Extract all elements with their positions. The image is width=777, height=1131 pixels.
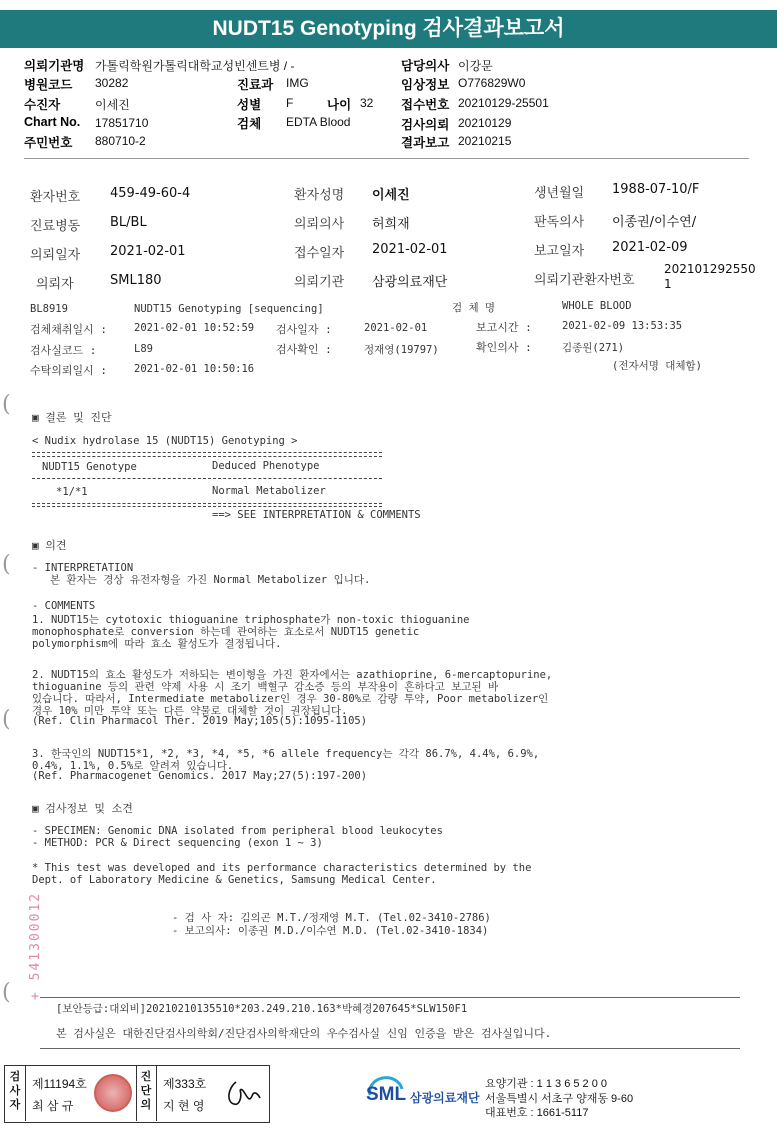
patient-value-cont: 1 [664,277,672,291]
divider [40,1048,740,1049]
header-value: 17851710 [95,116,149,130]
comment-line: polymorphism에 따라 효소 활성도가 결정됩니다. [32,638,282,650]
contact-line: 요양기관 : 1 1 3 6 5 2 0 0 [485,1078,608,1090]
interpretation-text: 본 환자는 경상 유전자형을 가진 Normal Metabolizer 입니다. [50,574,371,586]
info-value: 2021-02-09 13:53:35 [562,320,683,332]
header-label: 진료과 [237,78,274,92]
patient-value: 이종권/이수연/ [612,215,697,230]
signer-line: - 보고의사: 이종권 M.D./이수연 M.D. (Tel.02-3410-1834) [172,925,489,937]
certification-line: 본 검사실은 대한진단검사의학회/진단검사의학재단의 우수검사실 신임 인증을 받은 검사실입니다. [56,1027,552,1040]
header-value: 20210129-25501 [458,96,549,110]
patient-value: 459-49-60-4 [110,186,191,201]
info-value: 2021-02-01 10:52:59 [134,322,255,334]
logo-text: SML [366,1084,407,1105]
info-value: 정재영(19797) [364,344,439,356]
divider [32,503,382,504]
patient-label: 보고일자 [534,244,585,259]
patient-label: 판독의사 [534,215,585,230]
info-value: 2021-02-01 10:50:16 [134,363,255,375]
patient-label: 의뢰자 [36,277,74,292]
header-label: Chart No. [24,115,81,129]
header-value: 20210129 [458,116,512,130]
header-label: 성별 [237,98,262,112]
header-value: IMG [286,76,309,90]
patient-label: 접수일자 [294,246,345,261]
info-value: 2021-02-01 [364,322,428,334]
patient-value: 이세진 [372,188,410,203]
note-line: Dept. of Laboratory Medicine & Genetics, Samsung Medical Center. [32,874,437,886]
see-interpretation-note: ==> SEE INTERPRETATION & COMMENTS [212,509,421,521]
header-value: 이세진 [95,98,130,112]
punch-hole-icon: ( [2,980,11,1005]
box2-name: 지 현 영 [163,1099,205,1113]
comment-line: 3. 한국인의 NUDT15*1, *2, *3, *4, *5, *6 allele frequency는 각각 86.7%, 4.4%, 6.9%, [32,748,540,760]
header-label: 검사의뢰 [401,118,450,132]
patient-label: 진료병동 [30,219,81,234]
divider [24,158,749,159]
official-seal-icon [94,1074,132,1112]
conclusion-subtitle: < Nudix hydrolase 15 (NUDT15) Genotyping > [32,435,298,447]
info-label: 검사실코드 : [30,344,97,357]
phenotype-value: Normal Metabolizer [212,485,326,497]
patient-value: 1988-07-10/F [612,182,700,197]
header-label: 담당의사 [401,59,450,73]
punch-hole-icon: ( [2,707,11,732]
header-value: 30282 [95,76,129,90]
note-line: * This test was developed and its performance characteristics determined by the [32,862,532,874]
patient-value: 2021-02-09 [612,240,688,255]
divider [32,452,382,453]
security-line: [보안등급:대외비]20210210135510*203.249.210.163*박혜경207645*SLW150F1 [56,1003,468,1015]
header-label: 임상정보 [401,78,450,92]
comment-line: 0.4%, 1.1%, 0.5%로 알려져 있습니다. [32,760,234,772]
patient-label: 의뢰기관환자번호 [534,273,635,288]
patient-label: 의뢰기관 [294,275,345,290]
divider [40,997,740,998]
header-value: 20210215 [458,134,512,148]
age-label: 나이 [327,98,352,112]
section-heading: ▣ 의견 [32,539,67,552]
patient-value: 2021-02-01 [110,244,186,259]
age-value: 32 [360,96,374,110]
comment-line: (Ref. Clin Pharmacol Ther. 2019 May;105(5):1095-1105) [32,715,368,727]
report-title: NUDT15 Genotyping 검사결과보고서 [0,10,777,48]
divider [156,1065,157,1121]
test-code: BL8919 [30,303,68,315]
comment-line: 2. NUDT15의 효소 활성도가 저하되는 변이형을 가진 환자에서는 azathioprine, 6-mercaptopurine, [32,669,553,681]
header-label: 결과보고 [401,136,450,150]
divider [32,456,382,457]
patient-label: 의뢰일자 [30,248,81,263]
patient-label: 환자번호 [30,190,81,205]
info-value: L89 [134,343,153,355]
genotype-value: *1/*1 [56,486,88,498]
patient-label: 의뢰의사 [294,217,345,232]
genotype-column-header: NUDT15 Genotype [42,461,137,473]
info-value: 김종원(271) [562,342,625,354]
specimen-value: WHOLE BLOOD [562,300,632,312]
info-label: 검사일자 : [276,323,332,336]
box2-license: 제333호 [163,1077,207,1091]
section-heading: ▣ 검사정보 및 소견 [32,802,133,815]
patient-label: 환자성명 [294,188,345,203]
phenotype-column-header: Deduced Phenotype [212,460,320,472]
test-name: NUDT15 Genotyping [sequencing] [134,303,324,315]
comments-title: - COMMENTS [32,600,96,612]
signer-line: - 검 사 자: 김의곤 M.T./정재영 M.T. (Tel.02-3410-2786) [172,912,491,924]
comment-line: 1. NUDT15는 cytotoxic thioguanine triphosphate가 non-toxic thioguanine [32,614,470,626]
comment-line: (Ref. Pharmacogenet Genomics. 2017 May;27(5):197-200) [32,770,368,782]
header-label: 의뢰기관명 [24,59,85,73]
header-value: EDTA Blood [286,115,351,129]
header-value: 가톨릭학원가톨릭대학교성빈센트병 / - [95,59,295,73]
patient-value: 202101292550 [664,262,756,276]
divider [136,1065,137,1121]
header-label: 접수번호 [401,98,450,112]
punch-hole-icon: ( [2,552,11,577]
patient-value: 삼광의료재단 [372,275,448,290]
patient-value: BL/BL [110,215,147,230]
header-value: 880710-2 [95,134,146,148]
side-serial-number: + 541300012 [28,891,43,1000]
patient-value: 2021-02-01 [372,242,448,257]
header-label: 수진자 [24,98,61,112]
contact-line: 대표번호 : 1661-5117 [485,1107,589,1119]
comment-line: 경우 10% 미만 투약 또는 다른 약물로 대체할 것이 권장됩니다. [32,705,348,717]
box2-label: 진단의 [140,1071,152,1111]
patient-label: 생년월일 [534,186,585,201]
divider [32,506,382,507]
divider [25,1065,26,1121]
patient-value: 허희재 [372,217,410,232]
org-name: 삼광의료재단 [410,1091,480,1105]
header-label: 병원코드 [24,78,73,92]
comment-line: monophosphate로 conversion 하는데 관여하는 효소로서 NUDT15 genetic [32,626,420,638]
header-value: 이강문 [458,59,493,73]
box1-name: 최 삼 규 [32,1099,74,1113]
patient-value: SML180 [110,273,162,288]
header-label: 주민번호 [24,136,73,150]
box1-label: 검사자 [9,1071,21,1111]
punch-hole-icon: ( [2,392,11,417]
interpretation-title: - INTERPRETATION [32,562,134,574]
signature-icon [222,1076,264,1110]
comment-line: thioguanine 등의 관련 약제 사용 시 조기 백혈구 감소증 등의 부작용이 흔하다고 보고된 바 [32,681,499,693]
info-label: 보고시간 : [476,321,532,334]
header-label: 검체 [237,117,262,131]
specimen-line: - SPECIMEN: Genomic DNA isolated from peripheral blood leukocytes [32,825,443,837]
section-heading: ▣ 결론 및 진단 [32,411,112,424]
contact-line: 서울특별시 서초구 양재동 9-60 [485,1093,634,1105]
box1-license: 제11194호 [32,1077,87,1091]
method-line: - METHOD: PCR & Direct sequencing (exon 1 ~ 3) [32,837,323,849]
header-value: O776829W0 [458,76,526,90]
header-value: F [286,96,294,110]
specimen-label: 검 체 명 [452,302,496,314]
info-label: 확인의사 : [476,341,532,354]
divider [32,478,382,479]
comment-line: 있습니다. 따라서, Intermediate metabolizer인 경우 30-80%로 감량 투약, Poor metabolizer인 [32,693,549,705]
info-label: 수탁의뢰일시 : [30,364,108,377]
esign-note: (전자서명 대체함) [612,360,702,372]
info-label: 검사확인 : [276,343,332,356]
info-label: 검체채취일시 : [30,323,108,336]
